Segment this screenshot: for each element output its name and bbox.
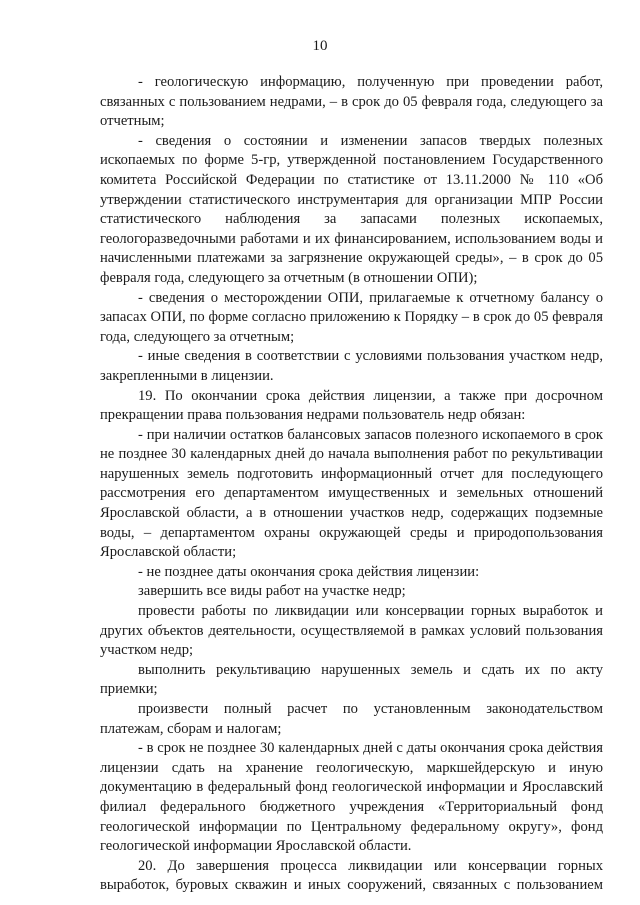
paragraph-remaining-reserves: - при наличии остатков балансовых запасов полезного ископаемого в срок не позднее 30 календарных дней до начала выполнения работ по рекультивации нарушенных земель подготовить информационный отчет для последующего рассмотрения его департаментом имущественных и земельных отношений Ярославской области, а в отношении участков недр, содержащих подземные воды, – департаментом охраны окружающей среды и природопользования Ярославской области; <box>100 426 603 561</box>
paragraph-geological-info: - геологическую информацию, полученную при проведении работ, связанных с пользованием недрами, – в срок до 05 февраля года, следующего за отчетным; <box>100 74 603 130</box>
paragraph-payments: произвести полный расчет по установленным законодательством платежам, сборам и налогам; <box>100 701 603 737</box>
page-number: 10 <box>312 38 328 54</box>
paragraph-recultivation: выполнить рекультивацию нарушенных земель и сдать их по акту приемки; <box>100 661 603 698</box>
paragraph-other-info: - иные сведения в соответствии с условиями пользования участком недр, закрепленными в лицензии. <box>100 348 603 384</box>
paragraph-finish-works: завершить все виды работ на участке недр; <box>138 583 406 600</box>
paragraph-reserves-form: - сведения о состоянии и изменении запасов твердых полезных ископаемых по форме 5-гр, утвержденной постановлением Государственного комитета Российской Федерации по статистике от 13.11.2000 № 110 «Об утверждении статистического инструментария для организации МПР России статистического наблюдения за запасами полезных ископаемых, геологоразведочными работами и их финансированием, использованием воды и начисленными платежами за загрязнение окружающей среды», – в срок до 05 февраля года, следующего за отчетным (в отношении ОПИ); <box>100 132 603 286</box>
paragraph-documentation-storage: - в срок не позднее 30 календарных дней с даты окончания срока действия лицензии сдать на хранение геологическую, маркшейдерскую и иную документацию в федеральный фонд геологической информации и Ярославский филиал федерального бюджетного учреждения «Территориальный фонд геологической информации по Центральному федеральному округу», фонд геологической информации Ярославской области. <box>100 740 603 855</box>
paragraph-clause-20: 20. До завершения процесса ликвидации или консервации горных выработок, буровых скважин и иных сооружений, связанных с пользованием <box>100 857 603 894</box>
paragraph-before-expiry: - не позднее даты окончания срока действия лицензии: <box>138 563 480 580</box>
paragraph-deposit-info: - сведения о месторождении ОПИ, прилагаемые к отчетному балансу о запасах ОПИ, по форме согласно приложению к Порядку – в срок до 05 февраля года, следующего за отчетным; <box>100 289 603 345</box>
paragraph-clause-19: 19. По окончании срока действия лицензии, а также при досрочном прекращении права пользования недрами пользователь недр обязан: <box>100 387 603 424</box>
document-body <box>100 73 603 896</box>
paragraph-liquidation-works: провести работы по ликвидации или консервации горных выработок и других объектов деятельности, осуществляемой в рамках условий пользования участком недр; <box>100 603 603 659</box>
